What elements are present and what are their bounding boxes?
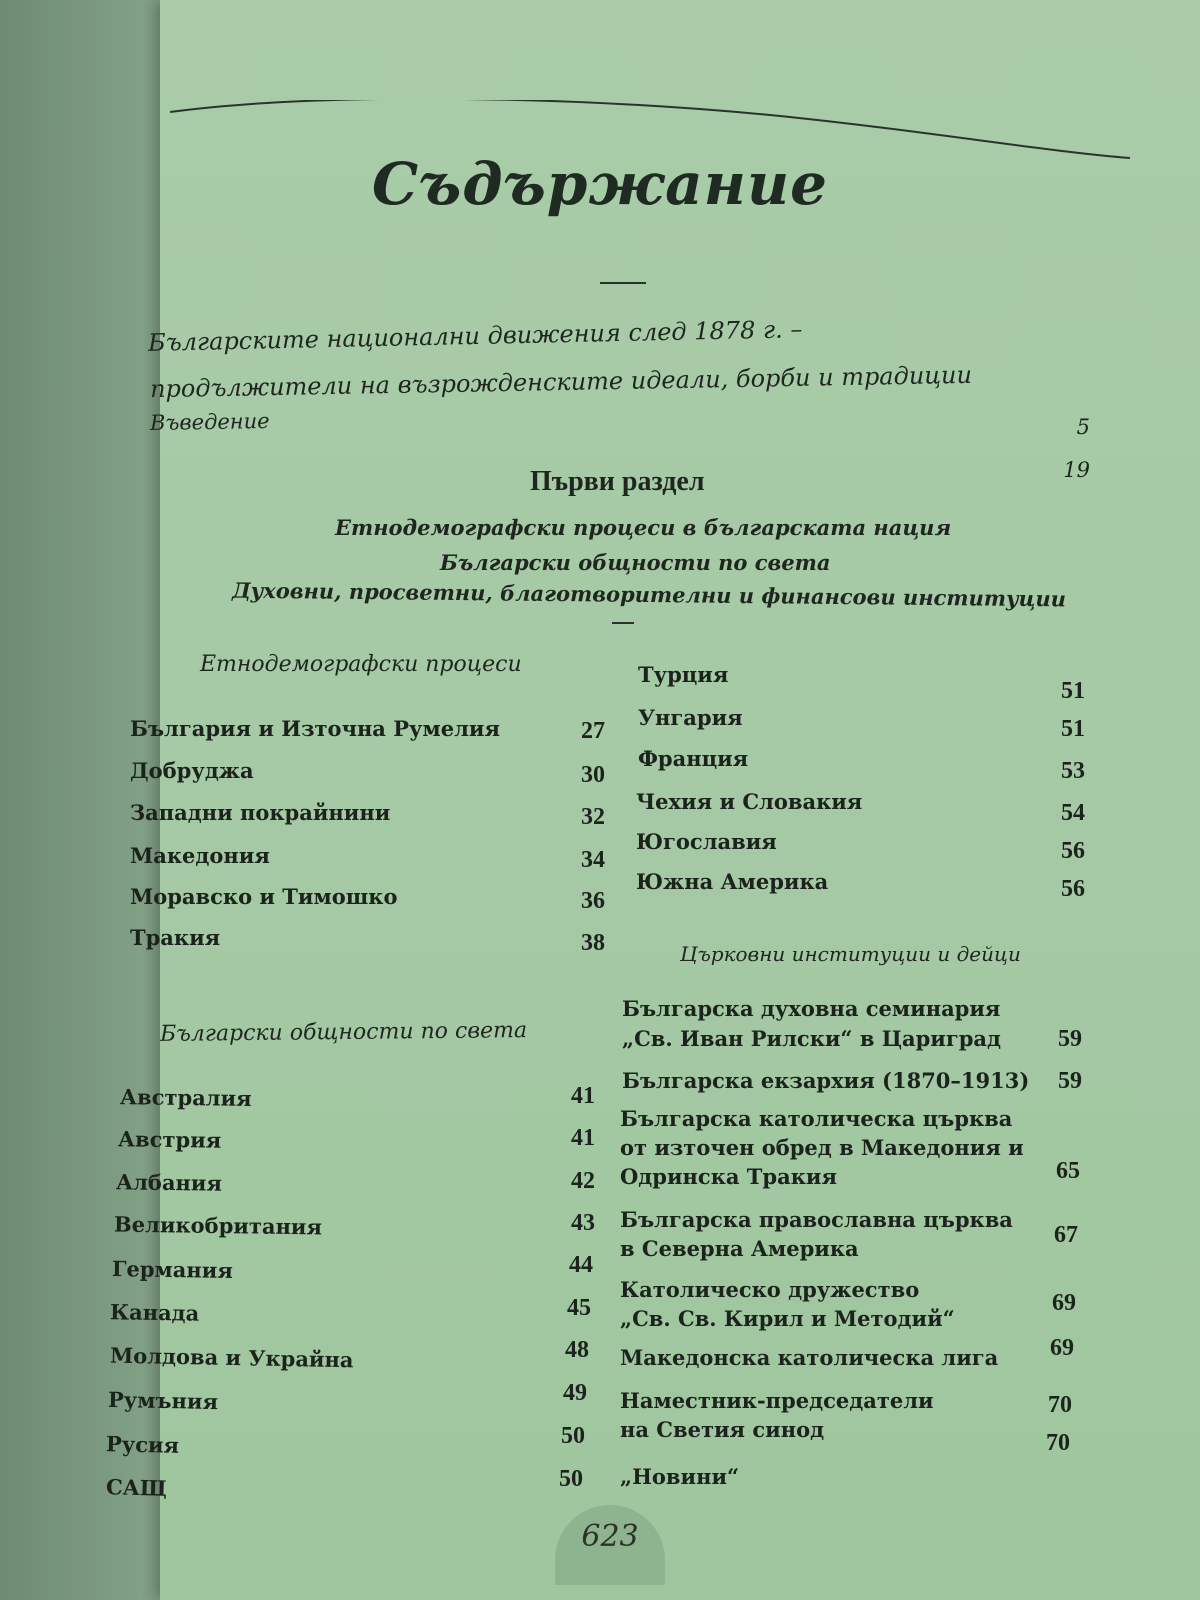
toc-page: 41 bbox=[571, 1083, 595, 1109]
toc-entry[interactable]: Румъния bbox=[107, 1386, 219, 1415]
toc-entry[interactable]: Наместник-председатели bbox=[620, 1388, 934, 1413]
toc-entry-line: на Светия синод bbox=[620, 1417, 825, 1442]
section-subtitle-1: Етнодемографски процеси в българската нация bbox=[335, 515, 952, 540]
toc-page: 42 bbox=[571, 1168, 595, 1194]
toc-entry[interactable]: Македонска католическа лига bbox=[620, 1345, 999, 1370]
toc-page: 69 bbox=[1050, 1335, 1074, 1361]
toc-entry[interactable]: Австрия bbox=[117, 1126, 222, 1153]
toc-entry[interactable]: Турция bbox=[638, 662, 729, 687]
toc-page: 50 bbox=[559, 1466, 583, 1492]
toc-entry[interactable]: Тракия bbox=[130, 925, 221, 950]
toc-entry[interactable]: Югославия bbox=[636, 829, 777, 854]
toc-page: 43 bbox=[571, 1210, 595, 1236]
toc-entry-line: Одринска Тракия bbox=[620, 1164, 837, 1189]
toc-page: 70 bbox=[1046, 1430, 1070, 1456]
toc-page: 36 bbox=[581, 888, 605, 914]
toc-entry[interactable]: Моравско и Тимошко bbox=[130, 884, 398, 909]
toc-entry[interactable]: Унгария bbox=[638, 705, 743, 730]
left-group1-title: Етнодемографски процеси bbox=[200, 652, 522, 677]
toc-entry[interactable]: Албания bbox=[115, 1169, 223, 1196]
toc-page: 38 bbox=[581, 930, 605, 956]
toc-page: 50 bbox=[561, 1423, 585, 1449]
toc-entry[interactable]: Германия bbox=[111, 1256, 234, 1283]
toc-entry[interactable]: Българска православна църква bbox=[620, 1207, 1013, 1232]
toc-page: 51 bbox=[1061, 716, 1085, 742]
toc-entry[interactable]: „Новини“ bbox=[620, 1464, 740, 1489]
toc-entry[interactable]: Добруджа bbox=[130, 758, 254, 783]
page-title: Съдържание bbox=[371, 150, 829, 218]
toc-page: 65 bbox=[1056, 1158, 1080, 1184]
toc-entry[interactable]: Католическо дружество bbox=[620, 1277, 920, 1302]
section-subtitle-3: Духовни, просветни, благотворителни и финансови институции bbox=[231, 577, 1067, 612]
toc-entry[interactable]: Франция bbox=[638, 746, 749, 771]
toc-page: 70 bbox=[1048, 1392, 1072, 1418]
toc-entry[interactable]: Македония bbox=[130, 843, 270, 868]
toc-entry[interactable]: Великобритания bbox=[113, 1211, 323, 1240]
toc-page: 59 bbox=[1058, 1068, 1082, 1094]
toc-page: 32 bbox=[581, 804, 605, 830]
toc-page: 56 bbox=[1061, 838, 1085, 864]
toc-entry[interactable]: Австралия bbox=[119, 1084, 252, 1111]
toc-page: 56 bbox=[1061, 876, 1085, 902]
toc-page: 51 bbox=[1061, 678, 1085, 704]
right-group2-title: Църковни институции и дейци bbox=[680, 942, 1021, 966]
toc-page: 30 bbox=[581, 762, 605, 788]
toc-page: 49 bbox=[563, 1380, 587, 1406]
intro-page: 5 bbox=[1076, 415, 1090, 439]
toc-entry[interactable]: Чехия и Словакия bbox=[636, 789, 863, 814]
toc-entry[interactable]: САЩ bbox=[105, 1474, 168, 1501]
toc-entry-line: „Св. Иван Рилски“ в Цариград bbox=[622, 1026, 1002, 1051]
toc-entry[interactable]: Българска екзархия (1870–1913) bbox=[622, 1068, 1030, 1093]
toc-entry[interactable]: Канада bbox=[109, 1299, 200, 1326]
toc-page: 54 bbox=[1061, 800, 1085, 826]
toc-page: 41 bbox=[571, 1125, 595, 1151]
toc-page: 45 bbox=[567, 1295, 591, 1321]
toc-page: 67 bbox=[1054, 1222, 1078, 1248]
section-divider bbox=[612, 622, 634, 624]
toc-entry[interactable]: Българска католическа църква bbox=[620, 1106, 1013, 1131]
toc-entry-line: в Северна Америка bbox=[620, 1236, 859, 1261]
toc-entry[interactable]: Българска духовна семинария bbox=[622, 996, 1001, 1021]
toc-page: 44 bbox=[569, 1252, 593, 1278]
intro-line-1: Българските национални движения след 1878 г. – bbox=[147, 315, 803, 357]
title-divider bbox=[600, 282, 646, 284]
toc-entry[interactable]: Русия bbox=[105, 1431, 180, 1458]
section-subtitle-2: Български общности по света bbox=[440, 550, 831, 575]
section-heading: Първи раздел bbox=[530, 466, 705, 497]
toc-page: 53 bbox=[1061, 758, 1085, 784]
toc-page: 27 bbox=[581, 718, 605, 744]
section-heading-page: 19 bbox=[1063, 458, 1090, 482]
toc-entry-line: от източен обред в Македония и bbox=[620, 1135, 1024, 1160]
toc-page: 69 bbox=[1052, 1290, 1076, 1316]
toc-page: 34 bbox=[581, 847, 605, 873]
toc-entry-line: „Св. Св. Кирил и Методий“ bbox=[620, 1306, 955, 1331]
intro-label: Въведение bbox=[149, 408, 270, 436]
intro-line-2: продължители на възрожденските идеали, борби и традиции bbox=[149, 360, 973, 404]
toc-page: 48 bbox=[565, 1337, 589, 1363]
left-group2-title: Български общности по света bbox=[159, 1018, 528, 1047]
toc-entry[interactable]: Молдова и Украйна bbox=[109, 1342, 354, 1373]
toc-entry[interactable]: България и Източна Румелия bbox=[130, 716, 500, 741]
toc-entry[interactable]: Западни покрайнини bbox=[130, 800, 391, 825]
toc-entry[interactable]: Южна Америка bbox=[636, 869, 829, 894]
page-number: 623 bbox=[581, 1519, 639, 1554]
toc-page: 59 bbox=[1058, 1026, 1082, 1052]
